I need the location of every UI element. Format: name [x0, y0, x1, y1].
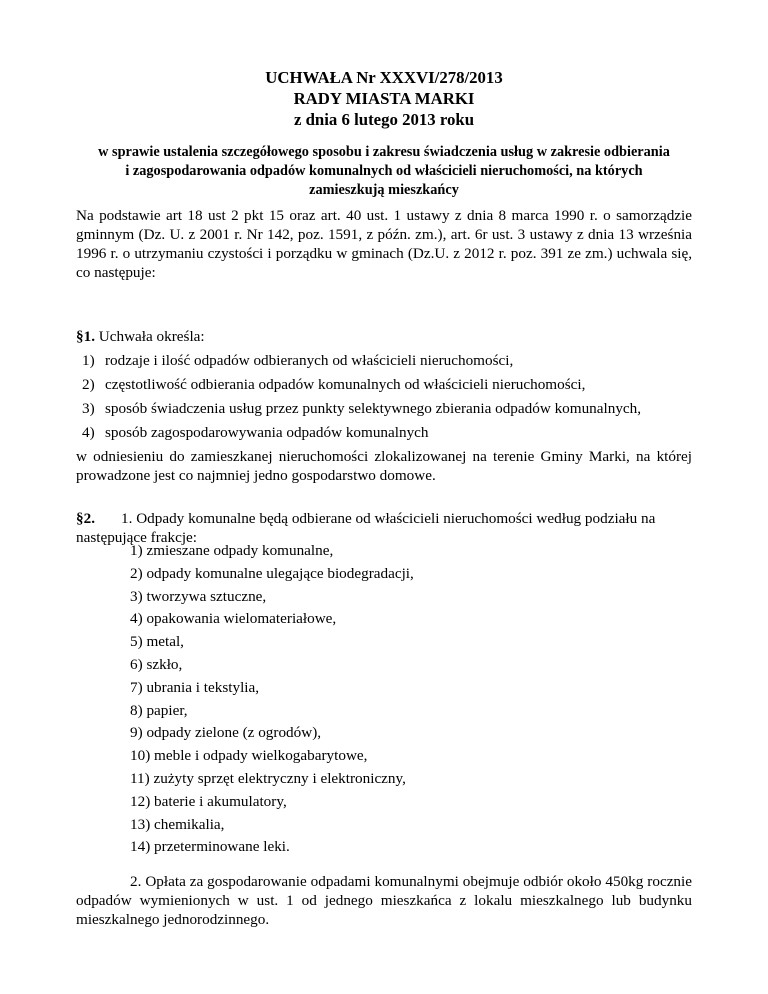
legal-basis-paragraph: Na podstawie art 18 ust 2 pkt 15 oraz art. 40 ust. 1 ustawy z dnia 8 marca 1990 r. o samorządzie gminnym (Dz. U. z 2001 r. Nr 142, poz. 1591, z późn. zm.), art. 6r ust. 3 ustawy z dnia 13 września 1996 r. o utrzymaniu czystości i porządku w gminach (Dz.U. z 2012 r. poz. 391 ze zm.) uchwala się, co następuje: — [76, 207, 692, 281]
list-item — [82, 423, 641, 447]
waste-fractions-list — [130, 541, 414, 860]
section-2-point-text: Odpady komunalne będą odbierane od właścicieli nieruchomości według podziału na następujące frakcje: — [76, 510, 656, 546]
section-1-title — [76, 327, 205, 346]
list-item-number: 1) — [82, 352, 95, 369]
list-item — [82, 375, 641, 399]
list-item: 11) zużyty sprzęt elektryczny i elektroniczny, — [130, 769, 406, 787]
list-item: 13) chemikalia, — [130, 815, 225, 833]
list-item-text: częstotliwość odbierania odpadów komunalnych od właścicieli nieruchomości, — [105, 376, 586, 393]
list-item: 10) meble i odpady wielkogabarytowe, — [130, 747, 368, 765]
subject-line: i zagospodarowania odpadów komunalnych od właścicieli nieruchomości, na których — [125, 163, 643, 179]
section-2-note: 2. Opłata za gospodarowanie odpadami komunalnymi obejmuje odbiór około 450kg rocznie odpadów wymienionych w ust. 1 od jednego mieszkańca z lokalu mieszkalnego lub budynku mieszkalnego jednorodzinnego. — [76, 873, 692, 928]
section-2-mark: §2. — [76, 510, 95, 527]
list-item: 2) odpady komunalne ulegające biodegradacji, — [130, 564, 414, 582]
subject-line: zamieszkują mieszkańcy — [309, 182, 459, 198]
council-name: RADY MIASTA MARKI — [293, 89, 475, 108]
subject-line: w sprawie ustalenia szczegółowego sposobu i zakresu świadczenia usług w zakresie odbierania — [98, 144, 670, 160]
list-item: 3) tworzywa sztuczne, — [130, 587, 267, 605]
resolution-number: UCHWAŁA Nr XXXVI/278/2013 — [265, 68, 503, 87]
section-2-point-number: 1. — [121, 510, 133, 527]
list-item: 7) ubrania i tekstylia, — [130, 678, 260, 696]
list-item-text: sposób świadczenia usług przez punkty selektywnego zbierania odpadów komunalnych, — [105, 400, 642, 417]
section-1-mark: §1. — [76, 328, 95, 345]
list-item: 6) szkło, — [130, 655, 183, 673]
list-item-text: rodzaje i ilość odpadów odbieranych od właścicieli nieruchomości, — [105, 352, 514, 369]
list-item: 12) baterie i akumulatory, — [130, 792, 287, 810]
list-item-number: 2) — [82, 376, 95, 393]
resolution-date: z dnia 6 lutego 2013 roku — [293, 110, 475, 129]
section-1-list — [82, 351, 641, 447]
list-item-text: sposób zagospodarowywania odpadów komunalnych — [105, 424, 429, 441]
resolution-subject — [76, 143, 692, 200]
section-1-tail: w odniesieniu do zamieszkanej nieruchomości zlokalizowanej na terenie Gminy Marki, na której prowadzone jest co najmniej jedno gospodarstwo domowe. — [76, 448, 692, 484]
list-item: 14) przeterminowane leki. — [130, 838, 290, 856]
list-item: 8) papier, — [130, 701, 188, 719]
list-item — [82, 351, 641, 375]
list-item: 9) odpady zielone (z ogrodów), — [130, 724, 322, 742]
list-item: 4) opakowania wielomateriałowe, — [130, 610, 337, 628]
section-1-title-text: Uchwała określa: — [94, 328, 205, 345]
resolution-header — [0, 67, 768, 130]
list-item: 5) metal, — [130, 633, 184, 651]
list-item-number: 4) — [82, 424, 95, 441]
list-item-number: 3) — [82, 400, 95, 417]
list-item: 1) zmieszane odpady komunalne, — [130, 542, 334, 559]
list-item — [82, 399, 641, 423]
